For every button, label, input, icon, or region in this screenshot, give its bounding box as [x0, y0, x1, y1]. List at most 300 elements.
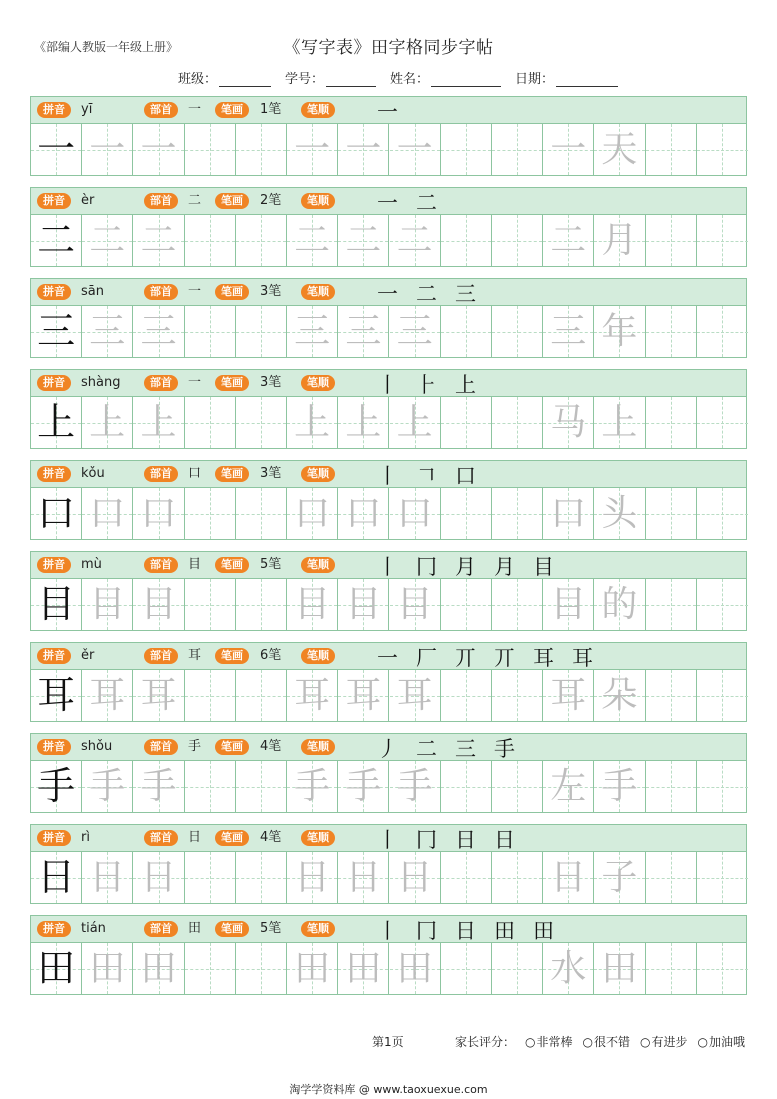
grid-cell[interactable] — [594, 761, 645, 812]
grid-cell[interactable] — [185, 488, 236, 539]
grid-cell[interactable] — [594, 488, 645, 539]
trace-character: 三 — [345, 311, 382, 352]
trace-character: 手 — [396, 766, 433, 807]
trace-character: 二 — [345, 220, 382, 261]
stroke-step: 冂 — [416, 555, 437, 579]
char-entry — [30, 733, 747, 824]
trace-character: 田 — [345, 948, 382, 989]
word-character: 目 — [550, 584, 587, 625]
stroke-step: 冂 — [416, 919, 437, 943]
grid-cell[interactable] — [390, 852, 441, 903]
grid-cell[interactable] — [646, 852, 697, 903]
trace-character: 田 — [294, 948, 331, 989]
grid-cell[interactable] — [697, 670, 748, 721]
grid-cell[interactable] — [390, 579, 441, 630]
trace-character: 田 — [89, 948, 126, 989]
grid-cell[interactable] — [646, 397, 697, 448]
label-radical: 部首 — [144, 193, 178, 209]
grid-cell[interactable] — [492, 670, 543, 721]
grid-cell[interactable] — [646, 488, 697, 539]
pinyin-value: mù — [81, 557, 102, 572]
grid-cell[interactable] — [646, 215, 697, 266]
grid-cell[interactable] — [82, 124, 133, 175]
trace-character: 目 — [345, 584, 382, 625]
radical-value: 一 — [188, 284, 202, 299]
trace-character: 目 — [294, 584, 331, 625]
label-pinyin: 拼音 — [37, 648, 71, 664]
grid-cell[interactable] — [646, 670, 697, 721]
grid-cell[interactable] — [390, 215, 441, 266]
grid-cell[interactable] — [697, 852, 748, 903]
grid-cell[interactable] — [82, 943, 133, 994]
trace-character: 手 — [140, 766, 177, 807]
char-entry — [30, 915, 747, 1006]
grid-cell[interactable] — [236, 761, 287, 812]
stroke-step: 冂 — [416, 828, 437, 852]
trace-character: 耳 — [89, 675, 126, 716]
trace-character: 耳 — [345, 675, 382, 716]
entry-header — [30, 460, 747, 488]
word-character: 一 — [550, 129, 587, 170]
grid-cell[interactable] — [287, 761, 338, 812]
grid-cell[interactable] — [236, 306, 287, 357]
grid-cell[interactable] — [185, 306, 236, 357]
grid-cell[interactable] — [594, 579, 645, 630]
grid-cell[interactable] — [236, 488, 287, 539]
grid-cell[interactable] — [646, 943, 697, 994]
label-order: 笔顺 — [301, 648, 335, 664]
grid-cell[interactable] — [236, 943, 287, 994]
grid-cell[interactable] — [287, 215, 338, 266]
count-value: 4笔 — [260, 830, 282, 845]
grid-cell[interactable] — [287, 579, 338, 630]
word-character: 的 — [601, 584, 638, 625]
label-count: 笔画 — [215, 466, 249, 482]
grid-cell[interactable] — [133, 124, 184, 175]
word-character: 三 — [550, 311, 587, 352]
class-field[interactable]: 班级： — [178, 68, 271, 87]
grid-cell[interactable] — [236, 124, 287, 175]
grid-cell[interactable] — [31, 488, 82, 539]
trace-character: 目 — [140, 584, 177, 625]
grid-cell[interactable] — [543, 215, 594, 266]
grid-cell[interactable] — [338, 306, 389, 357]
tianzige-grid — [30, 124, 747, 176]
stroke-step: 丌 — [494, 646, 515, 670]
stroke-order — [377, 548, 554, 578]
trace-character: 口 — [345, 493, 382, 534]
trace-character: 口 — [396, 493, 433, 534]
eval-option-keep-going[interactable]: ○ 加油哦 — [698, 1033, 746, 1050]
trace-character: 日 — [140, 857, 177, 898]
grid-cell[interactable] — [594, 943, 645, 994]
grid-cell[interactable] — [390, 397, 441, 448]
stroke-order — [377, 912, 554, 942]
grid-cell[interactable] — [31, 215, 82, 266]
stroke-step: 丨 — [377, 555, 398, 579]
grid-cell[interactable] — [594, 124, 645, 175]
pinyin-value: shàng — [81, 375, 121, 390]
label-radical: 部首 — [144, 102, 178, 118]
word-character: 耳 — [550, 675, 587, 716]
grid-cell[interactable] — [492, 579, 543, 630]
grid-cell[interactable] — [287, 488, 338, 539]
grid-cell[interactable] — [133, 397, 184, 448]
grid-cell[interactable] — [441, 579, 492, 630]
tianzige-grid — [30, 306, 747, 358]
grid-cell[interactable] — [441, 943, 492, 994]
label-radical: 部首 — [144, 830, 178, 846]
grid-cell[interactable] — [185, 124, 236, 175]
grid-cell[interactable] — [133, 488, 184, 539]
grid-cell[interactable] — [185, 761, 236, 812]
grid-cell[interactable] — [390, 670, 441, 721]
trace-character: 三 — [89, 311, 126, 352]
grid-cell[interactable] — [492, 761, 543, 812]
grid-cell[interactable] — [646, 579, 697, 630]
grid-cell[interactable] — [441, 488, 492, 539]
trace-character: 手 — [294, 766, 331, 807]
grid-cell[interactable] — [82, 761, 133, 812]
date-field[interactable]: 日期： — [515, 68, 618, 87]
grid-cell[interactable] — [82, 488, 133, 539]
grid-cell[interactable] — [185, 943, 236, 994]
eval-option-good[interactable]: ○ 很不错 — [583, 1033, 631, 1050]
grid-cell[interactable] — [338, 397, 389, 448]
grid-cell[interactable] — [697, 124, 748, 175]
grid-cell[interactable] — [697, 761, 748, 812]
grid-cell[interactable] — [31, 761, 82, 812]
grid-cell[interactable] — [82, 306, 133, 357]
grid-cell[interactable] — [31, 852, 82, 903]
stroke-step: 厂 — [416, 646, 437, 670]
trace-character: 目 — [396, 584, 433, 625]
label-count: 笔画 — [215, 193, 249, 209]
tianzige-grid — [30, 852, 747, 904]
grid-cell[interactable] — [543, 488, 594, 539]
grid-cell[interactable] — [441, 306, 492, 357]
label-count: 笔画 — [215, 739, 249, 755]
grid-cell[interactable] — [543, 943, 594, 994]
grid-cell[interactable] — [287, 852, 338, 903]
tianzige-grid — [30, 579, 747, 631]
grid-cell[interactable] — [185, 852, 236, 903]
trace-character: 目 — [89, 584, 126, 625]
grid-cell[interactable] — [697, 397, 748, 448]
pinyin-value: sān — [81, 284, 104, 299]
grid-cell[interactable] — [31, 943, 82, 994]
stroke-order — [377, 275, 476, 305]
grid-cell[interactable] — [31, 397, 82, 448]
char-entry — [30, 369, 747, 460]
name-field[interactable]: 姓名： — [390, 68, 501, 87]
stroke-step: 丨 — [377, 373, 398, 397]
label-count: 笔画 — [215, 284, 249, 300]
stroke-step: 耳 — [572, 646, 593, 670]
grid-cell[interactable] — [390, 943, 441, 994]
label-order: 笔顺 — [301, 284, 335, 300]
word-character: 月 — [601, 220, 638, 261]
grid-cell[interactable] — [338, 943, 389, 994]
grid-cell[interactable] — [31, 579, 82, 630]
count-value: 6笔 — [260, 648, 282, 663]
grid-cell[interactable] — [441, 215, 492, 266]
grid-cell[interactable] — [287, 124, 338, 175]
grid-cell[interactable] — [594, 852, 645, 903]
grid-cell[interactable] — [492, 306, 543, 357]
label-pinyin: 拼音 — [37, 466, 71, 482]
count-value: 3笔 — [260, 466, 282, 481]
trace-character: 一 — [396, 129, 433, 170]
stroke-order — [377, 93, 398, 123]
word-character: 水 — [550, 948, 587, 989]
grid-cell[interactable] — [133, 670, 184, 721]
grid-cell[interactable] — [185, 670, 236, 721]
stroke-order — [377, 639, 593, 669]
grid-cell[interactable] — [441, 670, 492, 721]
grid-cell[interactable] — [31, 670, 82, 721]
grid-cell[interactable] — [492, 943, 543, 994]
eval-option-excellent[interactable]: ○ 非常棒 — [525, 1033, 573, 1050]
model-character: 二 — [37, 218, 76, 262]
count-value: 5笔 — [260, 921, 282, 936]
trace-character: 上 — [396, 402, 433, 443]
grid-cell[interactable] — [441, 852, 492, 903]
stroke-order — [377, 730, 515, 760]
trace-character: 手 — [89, 766, 126, 807]
stroke-step: 一 — [377, 100, 398, 124]
stroke-step: 三 — [455, 737, 476, 761]
grid-cell[interactable] — [390, 761, 441, 812]
eval-option-progress[interactable]: ○ 有进步 — [640, 1033, 688, 1050]
grid-cell[interactable] — [236, 852, 287, 903]
grid-cell[interactable] — [390, 124, 441, 175]
grid-cell[interactable] — [338, 488, 389, 539]
grid-cell[interactable] — [492, 124, 543, 175]
label-order: 笔顺 — [301, 102, 335, 118]
char-entry — [30, 460, 747, 551]
trace-character: 手 — [345, 766, 382, 807]
word-character: 二 — [550, 220, 587, 261]
grid-cell[interactable] — [441, 761, 492, 812]
pinyin-value: rì — [81, 830, 90, 845]
trace-character: 耳 — [140, 675, 177, 716]
pinyin-value: tián — [81, 921, 106, 936]
trace-character: 日 — [89, 857, 126, 898]
grid-cell[interactable] — [82, 397, 133, 448]
label-count: 笔画 — [215, 921, 249, 937]
entry-header — [30, 187, 747, 215]
grid-cell[interactable] — [594, 670, 645, 721]
stroke-step: 一 — [377, 191, 398, 215]
trace-character: 二 — [396, 220, 433, 261]
word-character: 马 — [550, 402, 587, 443]
stroke-step: 二 — [416, 191, 437, 215]
trace-character: 耳 — [396, 675, 433, 716]
grid-cell[interactable] — [185, 579, 236, 630]
tianzige-grid — [30, 761, 747, 813]
count-value: 1笔 — [260, 102, 282, 117]
grid-cell[interactable] — [543, 670, 594, 721]
grid-cell[interactable] — [390, 306, 441, 357]
grid-cell[interactable] — [543, 761, 594, 812]
grid-cell[interactable] — [646, 761, 697, 812]
label-order: 笔顺 — [301, 375, 335, 391]
grid-cell[interactable] — [185, 215, 236, 266]
trace-character: 一 — [89, 129, 126, 170]
grid-cell[interactable] — [287, 943, 338, 994]
model-character: 目 — [37, 582, 76, 626]
grid-cell[interactable] — [133, 852, 184, 903]
stroke-step: 丨 — [377, 919, 398, 943]
grid-cell[interactable] — [133, 215, 184, 266]
char-entry — [30, 642, 747, 733]
tianzige-grid — [30, 397, 747, 449]
stroke-order — [377, 366, 476, 396]
grid-cell[interactable] — [697, 306, 748, 357]
grid-cell[interactable] — [31, 124, 82, 175]
entry-header — [30, 96, 747, 124]
count-value: 3笔 — [260, 284, 282, 299]
label-pinyin: 拼音 — [37, 557, 71, 573]
grid-cell[interactable] — [236, 397, 287, 448]
grid-cell[interactable] — [594, 306, 645, 357]
tianzige-grid — [30, 215, 747, 267]
label-order: 笔顺 — [301, 921, 335, 937]
label-count: 笔画 — [215, 648, 249, 664]
stroke-step: 目 — [533, 555, 554, 579]
stroke-step: 丌 — [455, 646, 476, 670]
pinyin-value: shǒu — [81, 739, 113, 754]
grid-cell[interactable] — [338, 852, 389, 903]
trace-character: 口 — [294, 493, 331, 534]
model-character: 耳 — [37, 673, 76, 717]
label-radical: 部首 — [144, 648, 178, 664]
practice-sheet — [30, 96, 747, 1006]
grid-cell[interactable] — [646, 124, 697, 175]
trace-character: 三 — [140, 311, 177, 352]
model-character: 手 — [37, 764, 76, 808]
stroke-step: 耳 — [533, 646, 554, 670]
stroke-step: 口 — [455, 464, 476, 488]
label-radical: 部首 — [144, 284, 178, 300]
label-pinyin: 拼音 — [37, 193, 71, 209]
label-radical: 部首 — [144, 557, 178, 573]
tianzige-grid — [30, 670, 747, 722]
grid-cell[interactable] — [287, 670, 338, 721]
grid-cell[interactable] — [543, 124, 594, 175]
stroke-step: 二 — [416, 737, 437, 761]
grid-cell[interactable] — [390, 488, 441, 539]
trace-character: 耳 — [294, 675, 331, 716]
trace-character: 日 — [396, 857, 433, 898]
grid-cell[interactable] — [543, 579, 594, 630]
trace-character: 日 — [294, 857, 331, 898]
entry-header — [30, 369, 747, 397]
radical-value: 目 — [188, 557, 202, 572]
grid-cell[interactable] — [133, 579, 184, 630]
page-number: 第1页 — [372, 1035, 404, 1049]
parent-evaluation — [455, 1033, 745, 1050]
grid-cell[interactable] — [697, 215, 748, 266]
grid-cell[interactable] — [441, 124, 492, 175]
label-count: 笔画 — [215, 557, 249, 573]
trace-character: 三 — [396, 311, 433, 352]
radical-value: 手 — [188, 739, 202, 754]
stroke-step: 月 — [494, 555, 515, 579]
grid-cell[interactable] — [338, 215, 389, 266]
grid-cell[interactable] — [543, 852, 594, 903]
stroke-step: 月 — [455, 555, 476, 579]
radical-value: 二 — [188, 193, 202, 208]
grid-cell[interactable] — [338, 761, 389, 812]
student-number-field[interactable]: 学号： — [285, 68, 376, 87]
label-order: 笔顺 — [301, 466, 335, 482]
grid-cell[interactable] — [338, 579, 389, 630]
grid-cell[interactable] — [185, 397, 236, 448]
grid-cell[interactable] — [492, 488, 543, 539]
trace-character: 上 — [345, 402, 382, 443]
radical-value: 日 — [188, 830, 202, 845]
grid-cell[interactable] — [133, 306, 184, 357]
grid-cell[interactable] — [543, 306, 594, 357]
grid-cell[interactable] — [338, 124, 389, 175]
model-character: 三 — [37, 309, 76, 353]
grid-cell[interactable] — [492, 852, 543, 903]
grid-cell[interactable] — [338, 670, 389, 721]
stroke-step: ⺊ — [416, 373, 437, 397]
trace-character: 上 — [294, 402, 331, 443]
grid-cell[interactable] — [236, 670, 287, 721]
char-entry — [30, 278, 747, 369]
stroke-order — [377, 821, 515, 851]
grid-cell[interactable] — [492, 397, 543, 448]
grid-cell[interactable] — [697, 943, 748, 994]
stroke-step: 手 — [494, 737, 515, 761]
grid-cell[interactable] — [287, 397, 338, 448]
grid-cell[interactable] — [287, 306, 338, 357]
char-entry — [30, 551, 747, 642]
grid-cell[interactable] — [82, 852, 133, 903]
model-character: 田 — [37, 946, 76, 990]
grid-cell[interactable] — [236, 579, 287, 630]
grid-cell[interactable] — [236, 215, 287, 266]
grid-cell[interactable] — [697, 579, 748, 630]
stroke-step: 日 — [455, 828, 476, 852]
grid-cell[interactable] — [133, 943, 184, 994]
grid-cell[interactable] — [697, 488, 748, 539]
grid-cell[interactable] — [441, 397, 492, 448]
student-info-line — [178, 68, 632, 87]
grid-cell[interactable] — [82, 215, 133, 266]
char-entry — [30, 96, 747, 187]
grid-cell[interactable] — [646, 306, 697, 357]
grid-cell[interactable] — [543, 397, 594, 448]
grid-cell[interactable] — [82, 579, 133, 630]
trace-character: 田 — [140, 948, 177, 989]
label-order: 笔顺 — [301, 557, 335, 573]
grid-cell[interactable] — [594, 397, 645, 448]
trace-character: 上 — [89, 402, 126, 443]
radical-value: 一 — [188, 375, 202, 390]
grid-cell[interactable] — [492, 215, 543, 266]
count-value: 5笔 — [260, 557, 282, 572]
grid-cell[interactable] — [594, 215, 645, 266]
grid-cell[interactable] — [82, 670, 133, 721]
grid-cell[interactable] — [133, 761, 184, 812]
grid-cell[interactable] — [31, 306, 82, 357]
trace-character: 二 — [89, 220, 126, 261]
